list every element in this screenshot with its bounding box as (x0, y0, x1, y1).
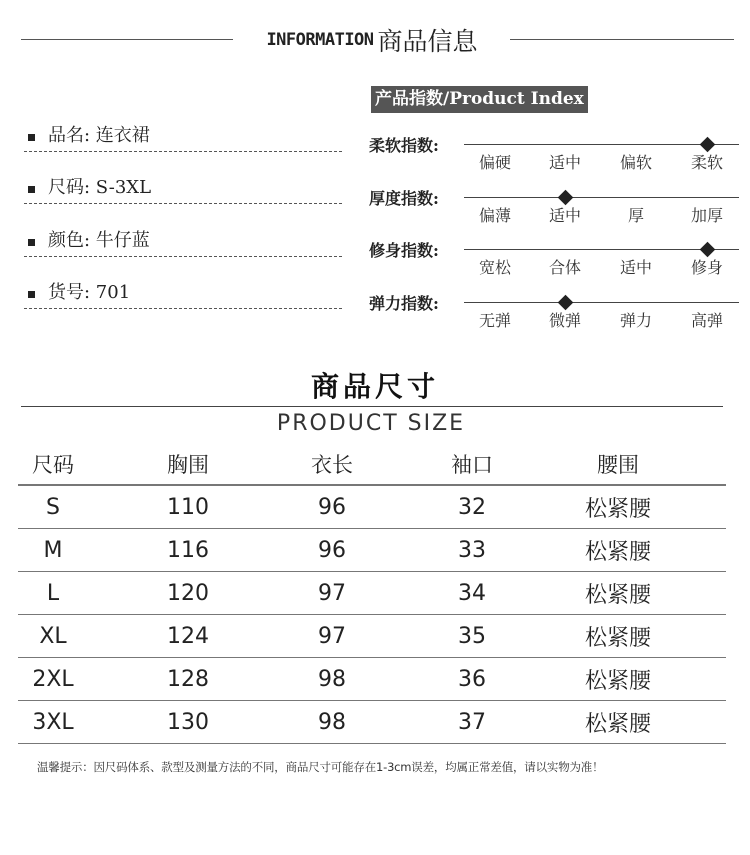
table-cell: 34 (458, 580, 486, 606)
header-divider-left (21, 39, 233, 40)
table-cell: 97 (318, 580, 346, 606)
table-cell: 3XL (32, 709, 74, 735)
table-cell: 98 (318, 709, 346, 735)
table-cell: 98 (318, 666, 346, 692)
index-scale-line (464, 302, 739, 303)
table-cell: 97 (318, 623, 346, 649)
section-title-information (240, 22, 504, 58)
index-marker-icon (700, 242, 716, 258)
attribute-text: 尺码: S-3XL (48, 177, 152, 198)
size-table (18, 444, 726, 744)
table-cell: 2XL (32, 666, 74, 692)
square-bullet-icon (28, 239, 35, 246)
index-marker-icon (700, 137, 716, 153)
table-header-cell: 胸围 (167, 453, 209, 477)
attribute-name (24, 124, 342, 152)
table-cell: 松紧腰 (584, 625, 651, 651)
index-option: 宽松 (478, 258, 511, 277)
attribute-size (24, 176, 342, 204)
table-cell: 120 (167, 580, 209, 606)
index-option: 偏软 (619, 153, 652, 172)
table-cell: 松紧腰 (584, 711, 651, 737)
title-en: INFORMATION (266, 30, 374, 50)
table-cell: 33 (458, 537, 486, 563)
table-header-cell: 尺码 (32, 453, 74, 477)
table-cell: S (46, 494, 60, 520)
index-option: 合体 (548, 258, 581, 277)
table-cell: 35 (458, 623, 486, 649)
index-label: 厚度指数: (369, 189, 439, 208)
table-header-cell: 袖口 (451, 453, 493, 477)
square-bullet-icon (28, 291, 35, 298)
table-header-row (18, 444, 726, 486)
index-row-elasticity (369, 294, 739, 346)
table-cell: 松紧腰 (584, 582, 651, 608)
table-row (18, 529, 726, 572)
table-cell: M (43, 537, 63, 563)
attribute-text: 品名: 连衣裙 (48, 125, 150, 146)
index-option: 适中 (548, 153, 581, 172)
index-label: 弹力指数: (369, 294, 439, 313)
table-cell: 128 (167, 666, 209, 692)
table-row (18, 615, 726, 658)
index-option: 柔软 (690, 153, 723, 172)
index-scale-line (464, 144, 739, 145)
attribute-text: 颜色: 牛仔蓝 (48, 230, 150, 251)
table-cell: XL (39, 623, 67, 649)
size-divider (21, 406, 723, 407)
table-cell: 松紧腰 (584, 496, 651, 522)
attribute-item-number (24, 281, 342, 309)
index-option: 偏薄 (478, 206, 511, 225)
table-row (18, 701, 726, 744)
square-bullet-icon (28, 134, 35, 141)
index-option: 微弹 (548, 311, 581, 330)
table-row (18, 572, 726, 615)
index-label: 修身指数: (369, 241, 439, 260)
table-cell: 96 (318, 494, 346, 520)
index-option: 弹力 (619, 311, 652, 330)
square-bullet-icon (28, 186, 35, 193)
table-cell: 130 (167, 709, 209, 735)
table-row (18, 658, 726, 701)
header-divider-right (510, 39, 734, 40)
index-row-fit (369, 241, 739, 293)
attribute-text: 货号: 701 (48, 282, 131, 303)
index-option: 偏硬 (478, 153, 511, 172)
index-row-thickness (369, 189, 739, 241)
size-note: 温馨提示：因尺码体系、款型及测量方法的不同，商品尺寸可能存在1-3cm误差，均属正常差值，请以实物为准！ (37, 760, 604, 774)
index-scale-line (464, 197, 739, 198)
index-row-softness (369, 136, 739, 188)
table-cell: 37 (458, 709, 486, 735)
table-cell: L (46, 580, 60, 606)
index-option: 高弹 (690, 311, 723, 330)
index-option: 适中 (548, 206, 581, 225)
section-title-size-en: PRODUCT SIZE (276, 411, 466, 436)
section-title-size-cn: 商品尺寸 (310, 370, 439, 403)
index-option: 无弹 (478, 311, 511, 330)
table-cell: 96 (318, 537, 346, 563)
index-option: 厚 (627, 206, 644, 225)
table-cell: 36 (458, 666, 486, 692)
attribute-color (24, 229, 342, 257)
index-label: 柔软指数: (369, 136, 439, 155)
index-scale-line (464, 249, 739, 250)
product-index-title: 产品指数/Product Index (371, 86, 588, 113)
table-cell: 32 (458, 494, 486, 520)
table-cell: 松紧腰 (584, 668, 651, 694)
index-option: 加厚 (690, 206, 723, 225)
index-marker-icon (558, 190, 574, 206)
table-header-cell: 腰围 (597, 453, 639, 477)
table-cell: 116 (167, 537, 209, 563)
table-cell: 110 (167, 494, 209, 520)
index-option: 适中 (619, 258, 652, 277)
table-cell: 124 (167, 623, 209, 649)
table-header-cell: 衣长 (311, 453, 353, 477)
table-cell: 松紧腰 (584, 539, 651, 565)
index-marker-icon (558, 295, 574, 311)
table-row (18, 486, 726, 529)
index-option: 修身 (690, 258, 723, 277)
title-cn: 商品信息 (377, 27, 478, 56)
